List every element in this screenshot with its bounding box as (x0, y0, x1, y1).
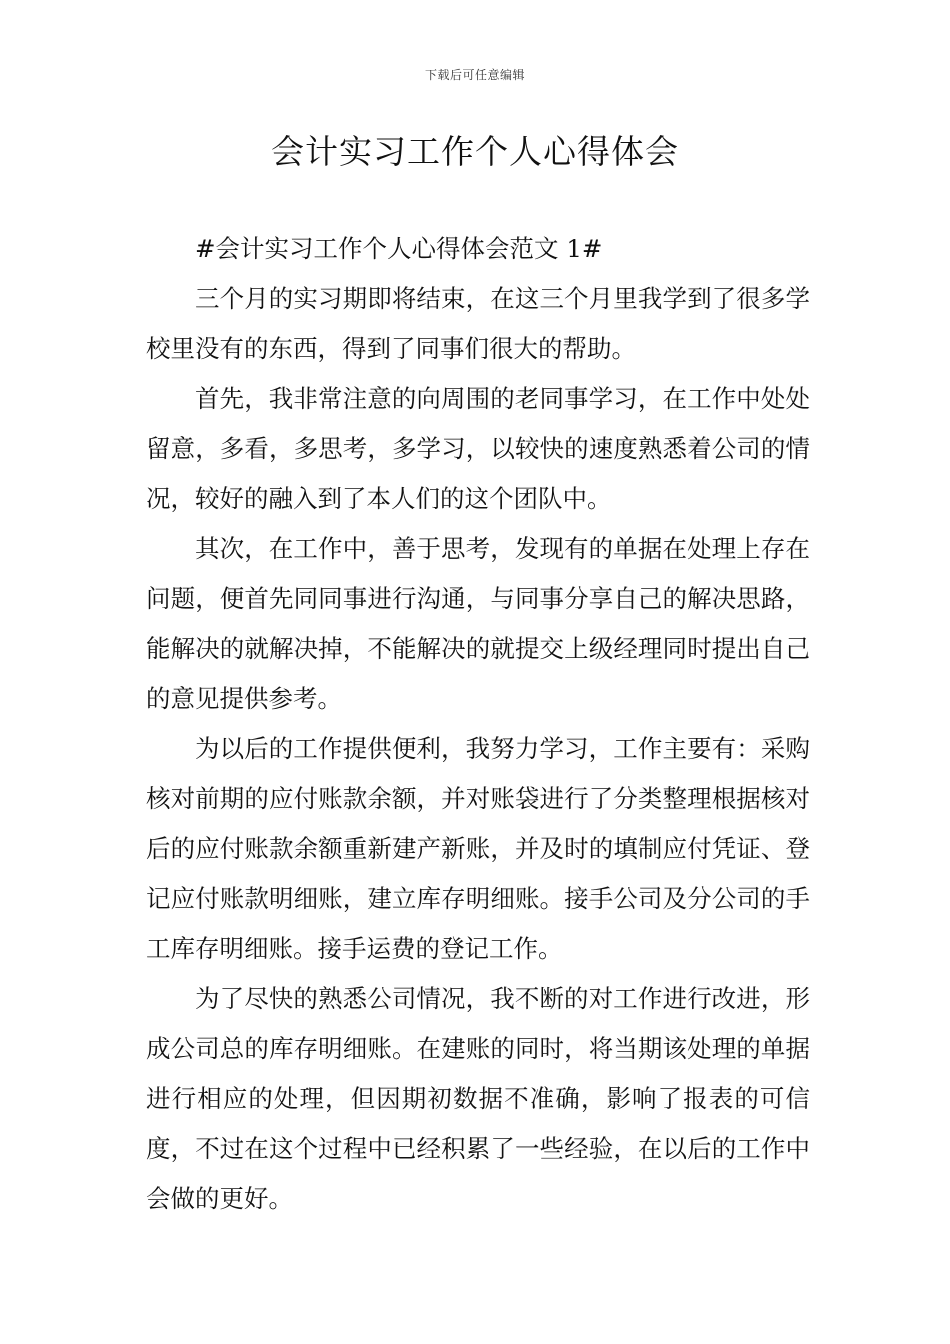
paragraph: 为了尽快的熟悉公司情况，我不断的对工作进行改进，形成公司总的库存明细账。在建账的同时，将当期该处理的单据进行相应的处理，但因期初数据不准确，影响了报表的可信度，不过在这个过程中已经积累了一些经验，在以后的工作中会做的更好。 (146, 984, 810, 1213)
document-body (146, 224, 810, 1224)
section-heading: #会计实习工作个人心得体会范文 1# (195, 234, 603, 263)
paragraph: 三个月的实习期即将结束，在这三个月里我学到了很多学校里没有的东西，得到了同事们很大的帮助。 (146, 284, 810, 363)
paragraph: 其次，在工作中，善于思考，发现有的单据在处理上存在问题，便首先同同事进行沟通，与同事分享自己的解决思路，能解决的就解决掉，不能解决的就提交上级经理同时提出自己的意见提供参考。 (146, 534, 810, 713)
paragraph: 首先，我非常注意的向周围的老同事学习，在工作中处处留意，多看，多思考，多学习，以较快的速度熟悉着公司的情况，较好的融入到了本人们的这个团队中。 (146, 384, 810, 513)
paragraph: 为以后的工作提供便利，我努力学习，工作主要有：采购核对前期的应付账款余额，并对账袋进行了分类整理根据核对后的应付账款余额重新建产新账，并及时的填制应付凭证、登记应付账款明细账，建立库存明细账。接手公司及分公司的手工库存明细账。接手运费的登记工作。 (146, 734, 810, 963)
document-title: 会计实习工作个人心得体会 (271, 132, 679, 171)
header-note: 下载后可任意编辑 (424, 68, 525, 82)
